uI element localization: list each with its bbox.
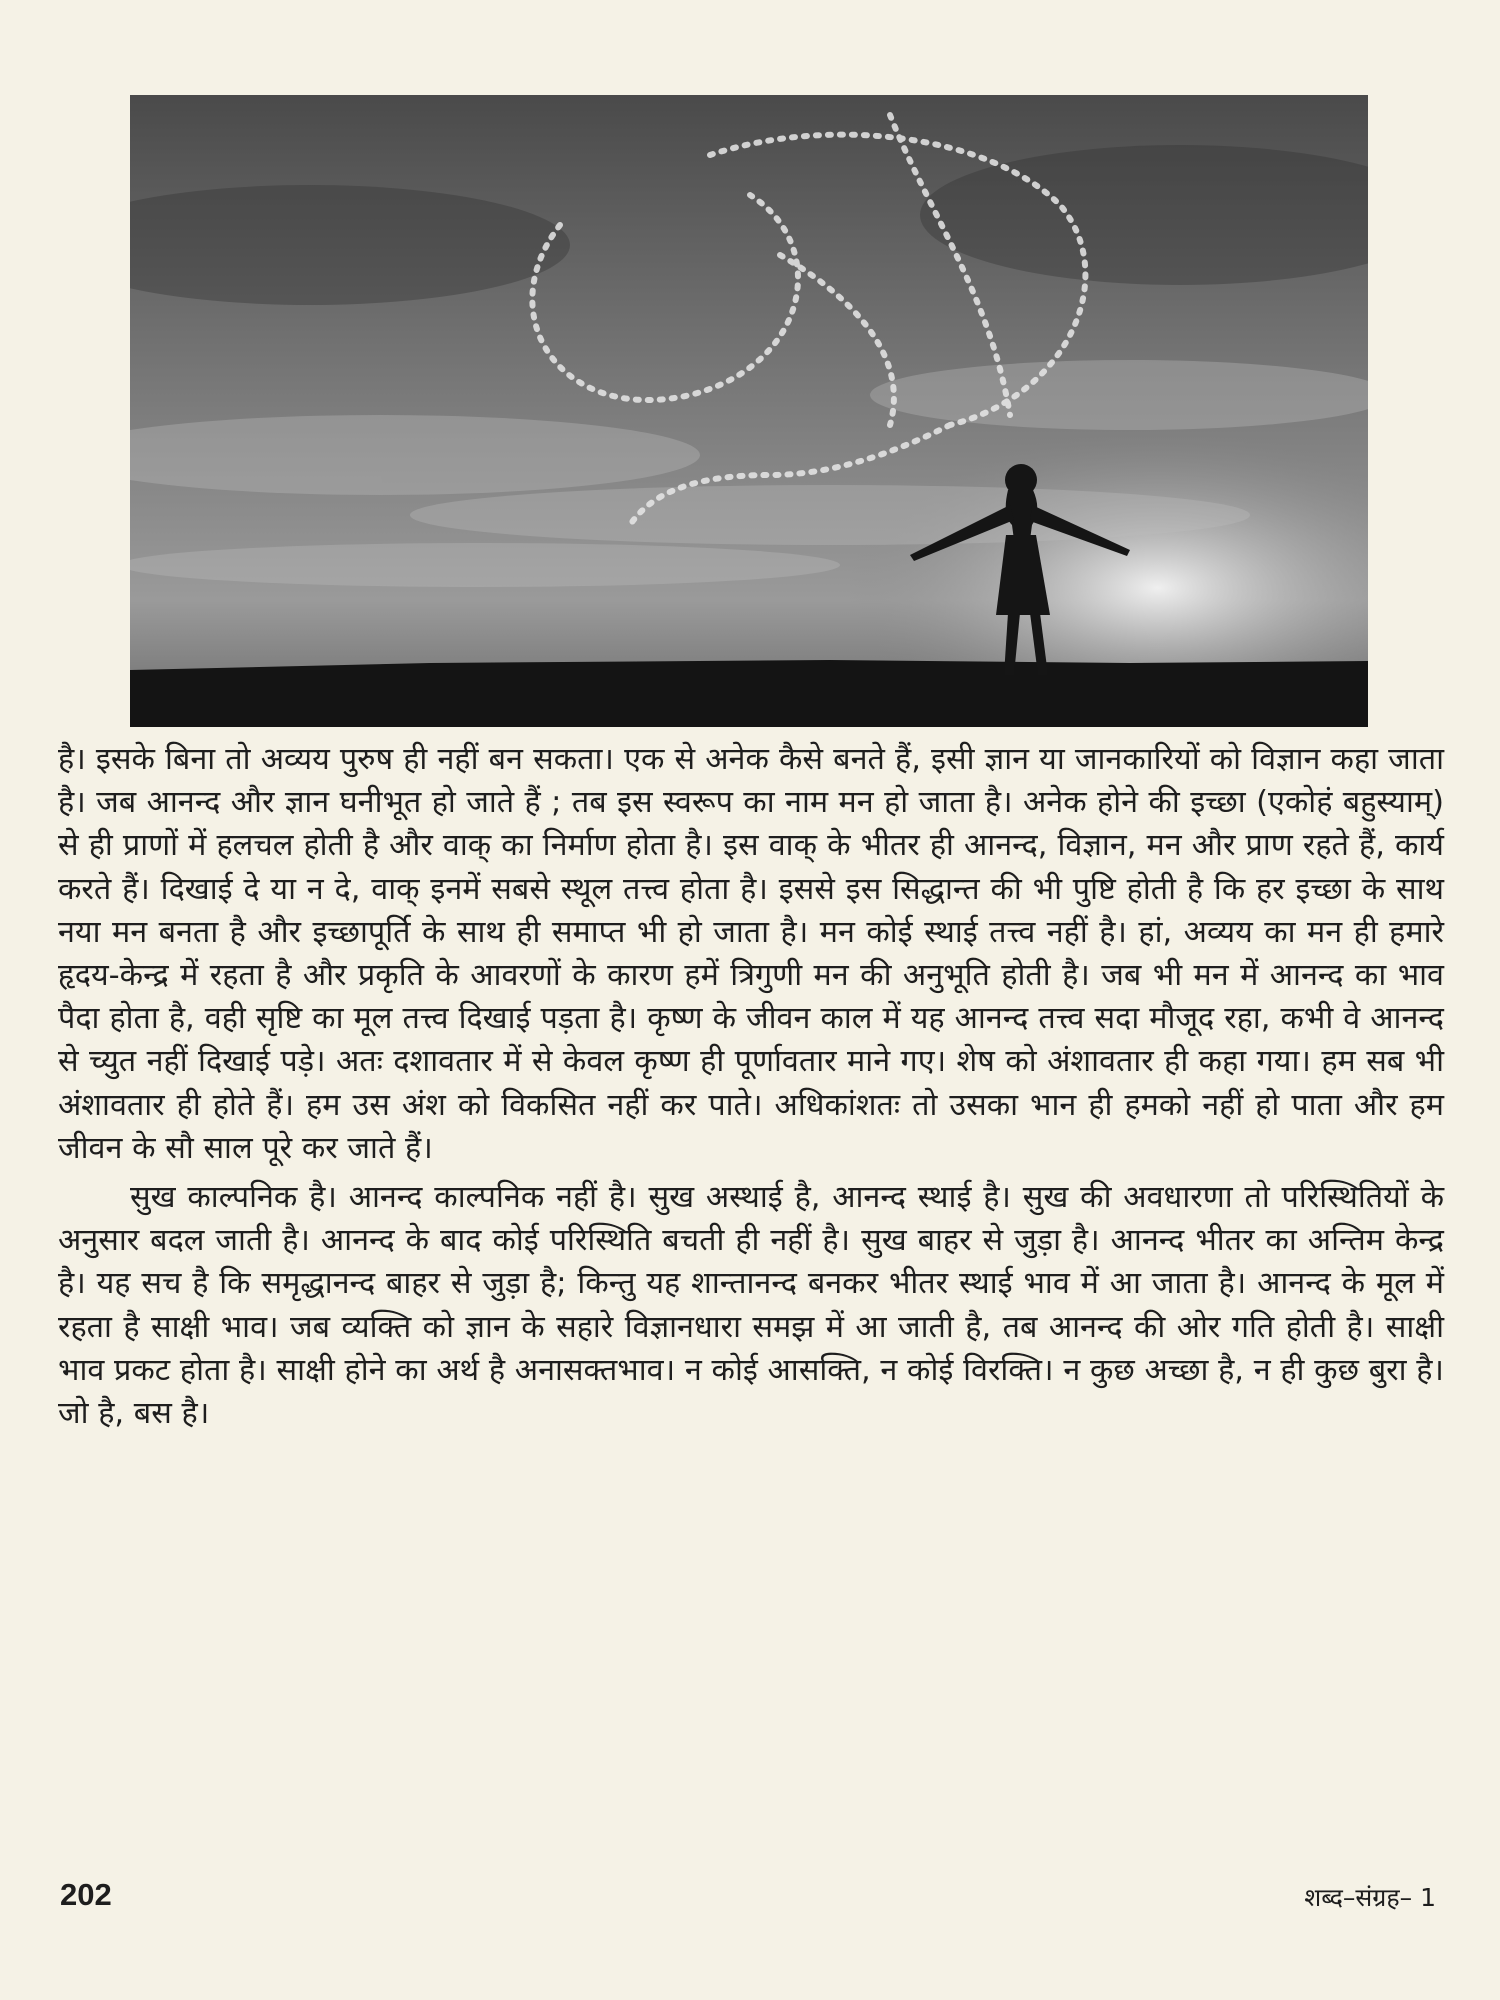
page-number: 202 [60,1877,112,1912]
body-text [58,738,1444,1441]
paragraph: है। इसके बिना तो अव्यय पुरुष ही नहीं बन सकता। एक से अनेक कैसे बनते हैं, इसी ज्ञान या जानकारियों को विज्ञान कहा जाता है। जब आनन्द और ज्ञान घनीभूत हो जाते हैं ; तब इस स्वरूप का नाम मन हो जाता है। अनेक होने की इच्छा (एकोहं बहुस्याम्) से ही प्राणों में हलचल होती है और वाक् का निर्माण होता है। इस वाक् के भीतर ही आनन्द, विज्ञान, मन और प्राण रहते हैं, कार्य करते हैं। दिखाई दे या न दे, वाक् इनमें सबसे स्थूल तत्त्व होता है। इससे इस सिद्धान्त की भी पुष्टि होती है कि हर इच्छा के साथ नया मन बनता है और इच्छापूर्ति के साथ ही समाप्त भी हो जाता है। मन कोई स्थाई तत्त्व नहीं है। हां, अव्यय का मन ही हमारे हृदय-केन्द्र में रहता है और प्रकृति के आवरणों के कारण हमें त्रिगुणी मन की अनुभूति होती है। जब भी मन में आनन्द का भाव पैदा होता है, वही सृष्टि का मूल तत्त्व दिखाई पड़ता है। कृष्ण के जीवन काल में यह आनन्द तत्त्व सदा मौजूद रहा, कभी वे आनन्द से च्युत नहीं दिखाई पड़े। अतः दशावतार में से केवल कृष्ण ही पूर्णावतार माने गए। शेष को अंशावतार ही कहा गया। हम सब भी अंशावतार ही होते हैं। हम उस अंश को विकसित नहीं कर पाते। अधिकांशतः तो उसका भान ही हमको नहीं हो पाता और हम जीवन के सौ साल पूरे कर जाते हैं। [58,742,1444,1166]
photo-illustration [130,95,1368,727]
silhouette-photo [130,95,1368,727]
book-title-footer: शब्द–संग्रह– 1 [1304,1883,1436,1912]
paragraph: सुख काल्पनिक है। आनन्द काल्पनिक नहीं है। सुख अस्थाई है, आनन्द स्थाई है। सुख की अवधारणा तो परिस्थितियों के अनुसार बदल जाती है। आनन्द के बाद कोई परिस्थिति बचती ही नहीं है। सुख बाहर से जुड़ा है। आनन्द भीतर का अन्तिम केन्द्र है। यह सच है कि समृद्धानन्द बाहर से जुड़ा है; किन्तु यह शान्तानन्द बनकर भीतर स्थाई भाव में आ जाता है। आनन्द के मूल में रहता है साक्षी भाव। जब व्यक्ति को ज्ञान के सहारे विज्ञानधारा समझ में आ जाती है, तब आनन्द की ओर गति होती है। साक्षी भाव प्रकट होता है। साक्षी होने का अर्थ है अनासक्तभाव। न कोई आसक्ति, न कोई विरक्ति। न कुछ अच्छा है, न ही कुछ बुरा है। जो है, बस है। [58,1180,1444,1432]
